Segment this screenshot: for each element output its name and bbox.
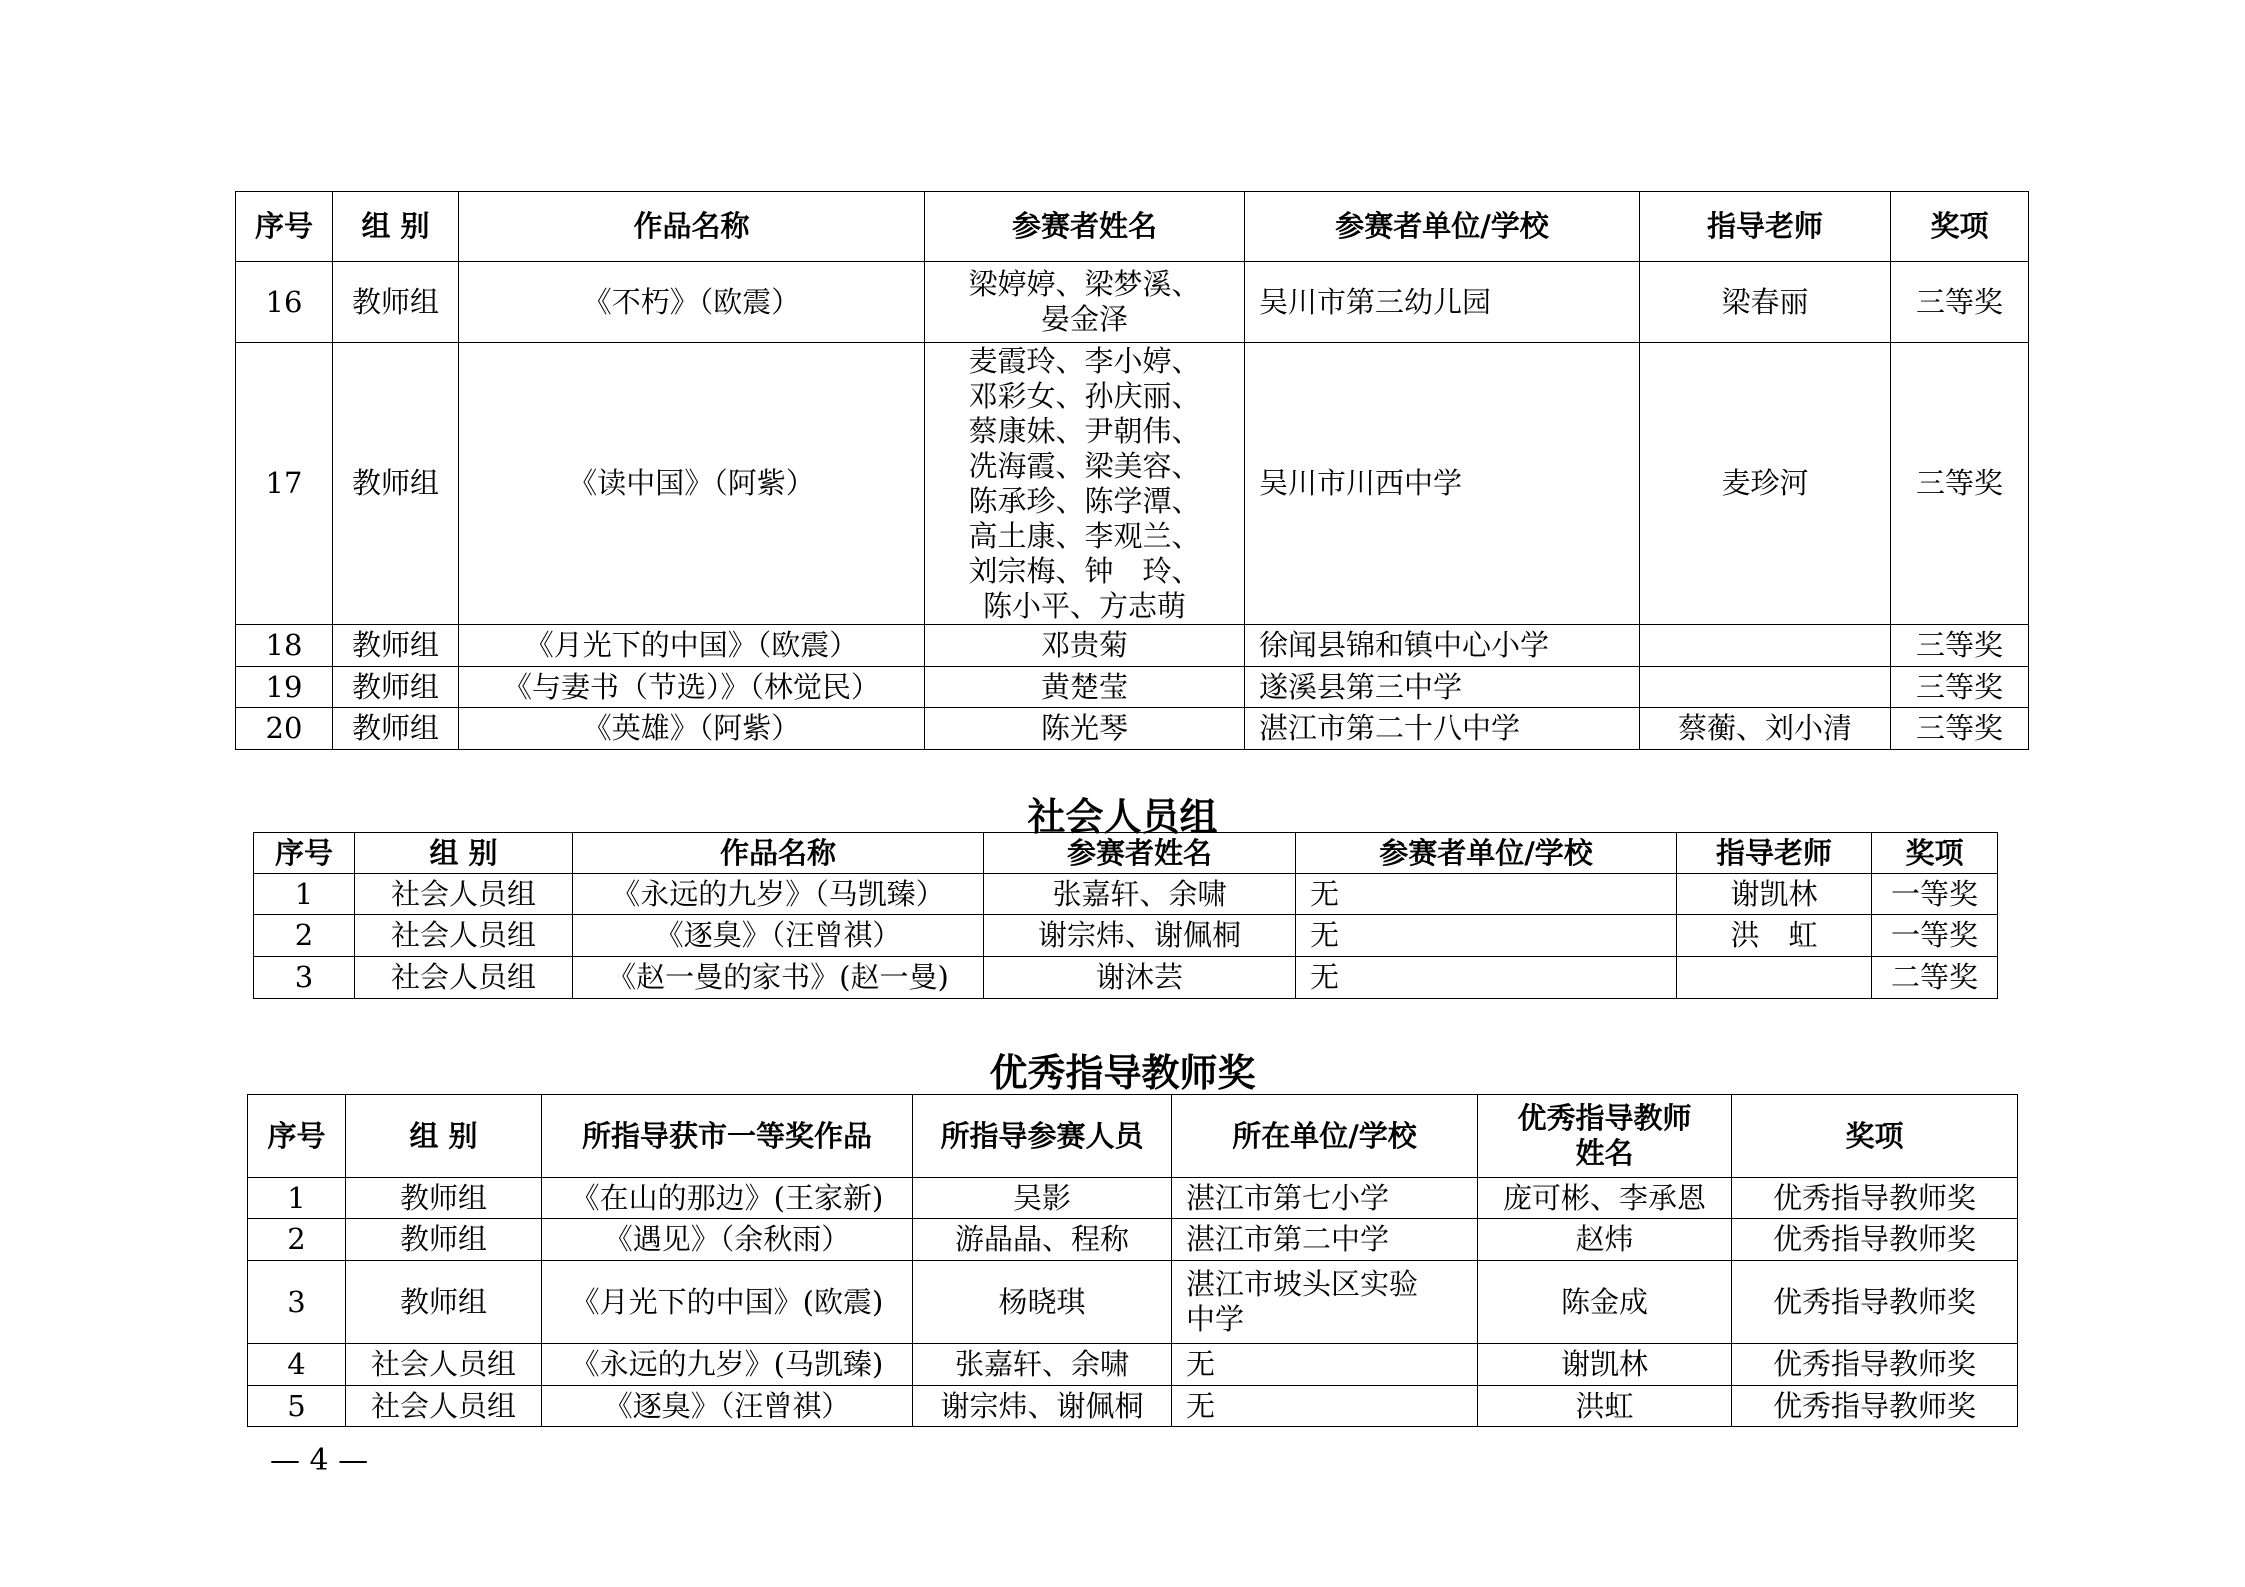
cell-participants: 谢沐芸 xyxy=(984,957,1296,999)
column-header-unit-school: 所在单位/学校 xyxy=(1172,1095,1478,1178)
cell-seq: 1 xyxy=(248,1178,346,1219)
table-row xyxy=(248,1178,2018,1219)
table-row xyxy=(236,262,2029,343)
cell-unit-school: 无 xyxy=(1172,1344,1478,1386)
cell-work-title: 《永远的九岁》（马凯臻） xyxy=(573,874,984,915)
cell-unit-school: 湛江市第二中学 xyxy=(1172,1219,1478,1261)
cell-participants: 张嘉轩、余啸 xyxy=(913,1344,1172,1386)
cell-teacher: 梁春丽 xyxy=(1640,262,1891,343)
cell-unit-school: 吴川市第三幼儿园 xyxy=(1245,262,1640,343)
column-header-unit-school: 参赛者单位/学校 xyxy=(1245,192,1640,262)
cell-teacher: 赵炜 xyxy=(1478,1219,1732,1261)
cell-participants: 游晶晶、程称 xyxy=(913,1219,1172,1261)
table-row xyxy=(248,1386,2018,1427)
cell-work-title: 《逐臭》（汪曾祺） xyxy=(573,915,984,957)
cell-group: 教师组 xyxy=(333,625,459,667)
cell-seq: 16 xyxy=(236,262,333,343)
cell-participants: 黄楚莹 xyxy=(925,667,1245,708)
cell-group: 社会人员组 xyxy=(355,957,573,999)
cell-work-title: 《逐臭》（汪曾祺） xyxy=(542,1386,913,1427)
column-header-award: 奖项 xyxy=(1872,833,1998,874)
cell-unit-school: 无 xyxy=(1296,957,1677,999)
header-row xyxy=(248,1095,2018,1178)
cell-group: 教师组 xyxy=(346,1178,542,1219)
table-row xyxy=(254,957,1998,999)
cell-work-title: 《不朽》（欧震） xyxy=(459,262,925,343)
column-header-participants: 参赛者姓名 xyxy=(984,833,1296,874)
cell-group: 教师组 xyxy=(346,1219,542,1261)
page-number: — 4 — xyxy=(270,1443,369,1478)
column-header-participants: 参赛者姓名 xyxy=(925,192,1245,262)
column-header-teacher: 指导老师 xyxy=(1640,192,1891,262)
cell-seq: 1 xyxy=(254,874,355,915)
column-header-work-title: 作品名称 xyxy=(459,192,925,262)
section-title-social: 社会人员组 xyxy=(1027,795,1218,839)
cell-teacher: 蔡蘅、刘小清 xyxy=(1640,708,1891,750)
cell-unit-school: 无 xyxy=(1296,874,1677,915)
cell-award: 三等奖 xyxy=(1891,625,2029,667)
cell-work-title: 《英雄》（阿紫） xyxy=(459,708,925,750)
cell-work-title: 《在山的那边》(王家新) xyxy=(542,1178,913,1219)
column-header-participants: 所指导参赛人员 xyxy=(913,1095,1172,1178)
cell-seq: 17 xyxy=(236,343,333,625)
cell-group: 社会人员组 xyxy=(355,874,573,915)
table-row xyxy=(248,1344,2018,1386)
cell-seq: 18 xyxy=(236,625,333,667)
cell-group: 教师组 xyxy=(346,1261,542,1344)
column-header-unit-school: 参赛者单位/学校 xyxy=(1296,833,1677,874)
cell-seq: 2 xyxy=(254,915,355,957)
cell-group: 教师组 xyxy=(333,262,459,343)
cell-unit-school: 无 xyxy=(1172,1386,1478,1427)
cell-seq: 19 xyxy=(236,667,333,708)
teacher-group-awards-table xyxy=(235,191,2029,750)
column-header-work-title: 所指导获市一等奖作品 xyxy=(542,1095,913,1178)
table-row xyxy=(248,1219,2018,1261)
header-row xyxy=(254,833,1998,874)
cell-work-title: 《月光下的中国》（欧震） xyxy=(459,625,925,667)
cell-teacher: 麦珍河 xyxy=(1640,343,1891,625)
cell-group: 社会人员组 xyxy=(346,1386,542,1427)
column-header-work-title: 作品名称 xyxy=(573,833,984,874)
column-header-group: 组 别 xyxy=(333,192,459,262)
cell-participants: 杨晓琪 xyxy=(913,1261,1172,1344)
cell-award: 一等奖 xyxy=(1872,915,1998,957)
cell-seq: 20 xyxy=(236,708,333,750)
cell-participants: 吴影 xyxy=(913,1178,1172,1219)
section-title-excellent-teacher: 优秀指导教师奖 xyxy=(989,1051,1256,1095)
table-row xyxy=(254,874,1998,915)
header-row xyxy=(236,192,2029,262)
cell-award: 优秀指导教师奖 xyxy=(1732,1178,2018,1219)
cell-seq: 2 xyxy=(248,1219,346,1261)
cell-participants: 张嘉轩、余啸 xyxy=(984,874,1296,915)
cell-unit-school: 吴川市川西中学 xyxy=(1245,343,1640,625)
cell-work-title: 《遇见》（余秋雨） xyxy=(542,1219,913,1261)
cell-work-title: 《月光下的中国》(欧震) xyxy=(542,1261,913,1344)
cell-participants: 谢宗炜、谢佩桐 xyxy=(984,915,1296,957)
cell-award: 三等奖 xyxy=(1891,262,2029,343)
cell-teacher: 陈金成 xyxy=(1478,1261,1732,1344)
column-header-group: 组 别 xyxy=(355,833,573,874)
cell-seq: 5 xyxy=(248,1386,346,1427)
cell-work-title: 《与妻书（节选）》（林觉民） xyxy=(459,667,925,708)
cell-award: 优秀指导教师奖 xyxy=(1732,1386,2018,1427)
cell-unit-school: 湛江市第二十八中学 xyxy=(1245,708,1640,750)
cell-unit-school: 徐闻县锦和镇中心小学 xyxy=(1245,625,1640,667)
cell-seq: 3 xyxy=(254,957,355,999)
cell-group: 社会人员组 xyxy=(355,915,573,957)
social-group-awards-table xyxy=(253,832,1998,999)
table-row xyxy=(236,708,2029,750)
cell-award: 优秀指导教师奖 xyxy=(1732,1219,2018,1261)
table-row xyxy=(254,915,1998,957)
cell-teacher xyxy=(1640,625,1891,667)
cell-award: 一等奖 xyxy=(1872,874,1998,915)
cell-award: 优秀指导教师奖 xyxy=(1732,1344,2018,1386)
cell-group: 教师组 xyxy=(333,343,459,625)
cell-teacher: 洪 虹 xyxy=(1677,915,1872,957)
cell-teacher: 谢凯林 xyxy=(1478,1344,1732,1386)
cell-teacher: 庞可彬、李承恩 xyxy=(1478,1178,1732,1219)
cell-teacher xyxy=(1677,957,1872,999)
cell-group: 教师组 xyxy=(333,667,459,708)
cell-unit-school: 湛江市第七小学 xyxy=(1172,1178,1478,1219)
column-header-seq: 序号 xyxy=(248,1095,346,1178)
cell-group: 教师组 xyxy=(333,708,459,750)
table-row xyxy=(236,343,2029,625)
cell-group: 社会人员组 xyxy=(346,1344,542,1386)
column-header-teacher: 优秀指导教师 姓名 xyxy=(1478,1095,1732,1178)
table-row xyxy=(236,667,2029,708)
cell-award: 三等奖 xyxy=(1891,708,2029,750)
cell-seq: 3 xyxy=(248,1261,346,1344)
column-header-group: 组 别 xyxy=(346,1095,542,1178)
cell-participants: 梁婷婷、梁梦溪、 晏金泽 xyxy=(925,262,1245,343)
cell-award: 二等奖 xyxy=(1872,957,1998,999)
cell-participants: 谢宗炜、谢佩桐 xyxy=(913,1386,1172,1427)
cell-award: 三等奖 xyxy=(1891,667,2029,708)
cell-unit-school: 湛江市坡头区实验 中学 xyxy=(1172,1261,1478,1344)
cell-teacher: 谢凯林 xyxy=(1677,874,1872,915)
cell-work-title: 《读中国》（阿紫） xyxy=(459,343,925,625)
cell-award: 三等奖 xyxy=(1891,343,2029,625)
cell-work-title: 《赵一曼的家书》(赵一曼) xyxy=(573,957,984,999)
cell-participants: 陈光琴 xyxy=(925,708,1245,750)
column-header-teacher: 指导老师 xyxy=(1677,833,1872,874)
table-row xyxy=(236,625,2029,667)
column-header-award: 奖项 xyxy=(1891,192,2029,262)
column-header-award: 奖项 xyxy=(1732,1095,2018,1178)
excellent-teacher-awards-table xyxy=(247,1094,2018,1427)
table-row xyxy=(248,1261,2018,1344)
column-header-seq: 序号 xyxy=(236,192,333,262)
cell-seq: 4 xyxy=(248,1344,346,1386)
cell-participants: 麦霞玲、李小婷、 邓彩女、孙庆丽、 蔡康妹、尹朝伟、 冼海霞、梁美容、 陈承珍、陈学潭、 高土康、李观兰、 刘宗梅、钟 玲、 陈小平、方志萌 xyxy=(925,343,1245,625)
cell-participants: 邓贵菊 xyxy=(925,625,1245,667)
cell-work-title: 《永远的九岁》(马凯臻) xyxy=(542,1344,913,1386)
cell-teacher xyxy=(1640,667,1891,708)
column-header-seq: 序号 xyxy=(254,833,355,874)
cell-teacher: 洪虹 xyxy=(1478,1386,1732,1427)
cell-unit-school: 遂溪县第三中学 xyxy=(1245,667,1640,708)
cell-unit-school: 无 xyxy=(1296,915,1677,957)
cell-award: 优秀指导教师奖 xyxy=(1732,1261,2018,1344)
